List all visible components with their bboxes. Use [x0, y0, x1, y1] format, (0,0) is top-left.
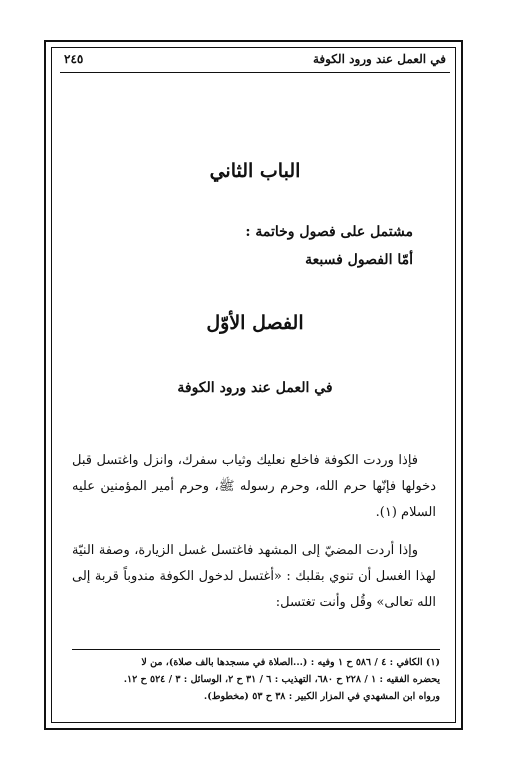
footnote-line-2: يحضره الفقيه : ١ / ٢٢٨ ح ٦٨٠، التهذيب : ٦ / ٣١ ح ٢، الوسائل : ٣ / ٥٢٤ ح ١٢. [123, 674, 440, 685]
chapter-subtitle-line2: أمّا الفصول فسبعة [305, 252, 413, 268]
page-number: ٢٤٥ [64, 52, 84, 66]
header-rule [60, 72, 450, 73]
footnote-line-1: (١) الكافي : ٤ / ٥٨٦ ح ١ وفيه : (...الصلاة في مسجدها بالف صلاة)، من لا [141, 657, 440, 668]
body-paragraph-2: وإذا أردت المضيّ إلى المشهد فاغتسل غسل الزيارة، وصفة النيّة لهذا الغسل أن تنوي بقلبك : «أغتسل لدخول الكوفة مندوباً قربة إلى الله تعالى» وقُل وأنت تغتسل: [72, 543, 436, 610]
footnote-line-3: ورواه ابن المشهدي في المزار الكبير : ٣٨ ح ٥٣ (مخطوط). [203, 691, 440, 702]
footnotes [72, 654, 440, 705]
chapter-subtitle-line1: مشتمل على فصول وخاتمة : [245, 224, 413, 240]
running-title: في العمل عند ورود الكوفة [312, 52, 446, 66]
section-title: الفصل الأوّل [206, 312, 304, 334]
body-paragraph-1: فإذا وردت الكوفة فاخلع نعليك وثياب سفرك، وانزل واغتسل قبل دخولها فإنّها حرم الله، وحرم رسوله ﷺ، وحرم أمير المؤمنين عليه السلام (١). [72, 453, 436, 520]
page-header [60, 50, 450, 70]
chapter-title: الباب الثاني [209, 160, 301, 182]
section-subtitle: في العمل عند ورود الكوفة [177, 380, 333, 396]
footnote-rule [72, 649, 440, 650]
